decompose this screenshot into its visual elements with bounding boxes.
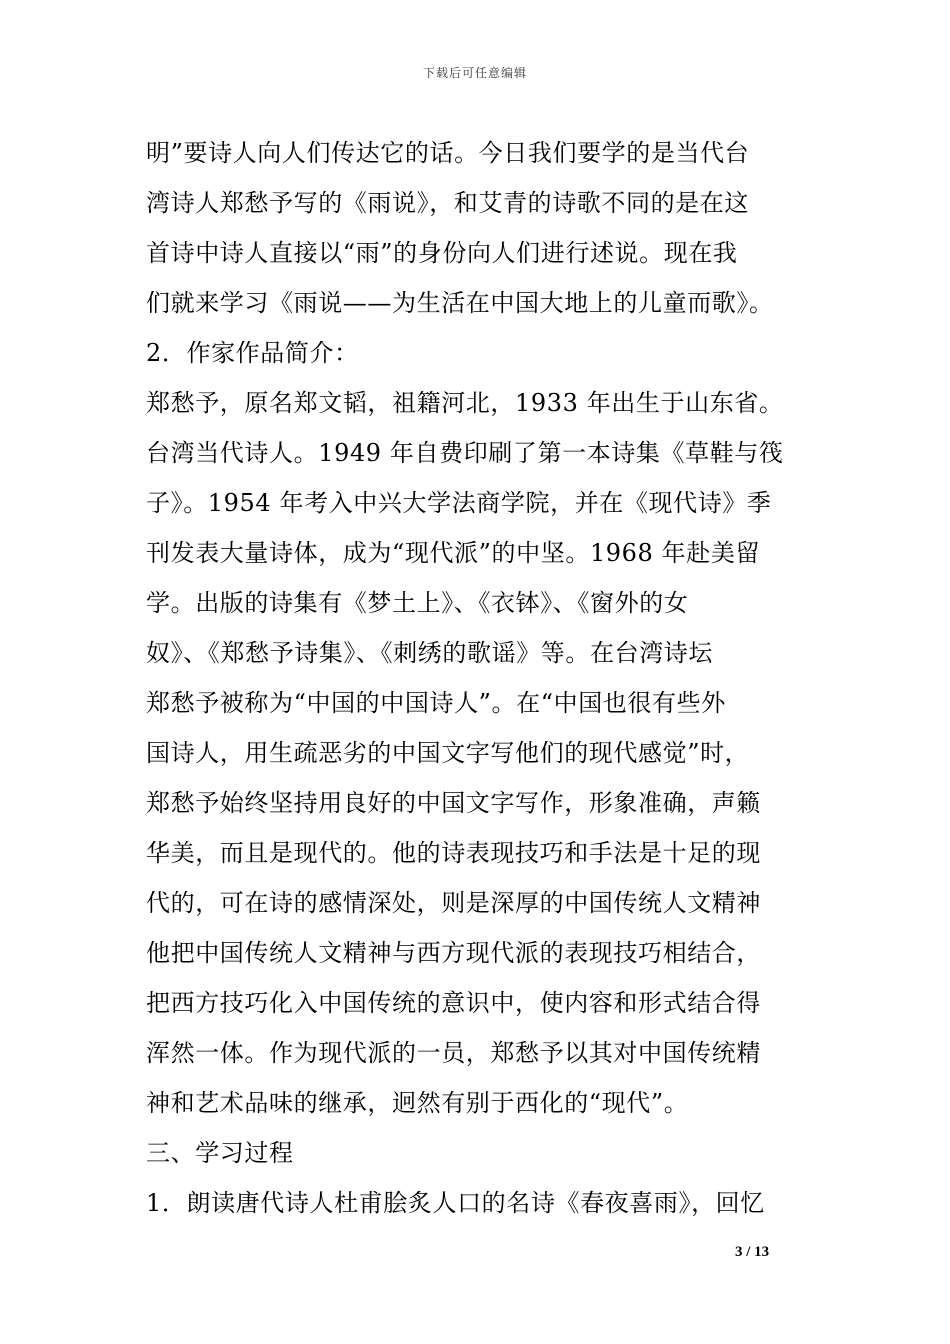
text-line: 国诗人，用生疏恶劣的中国文字写他们的现代感觉”时， xyxy=(146,739,750,767)
text-line: 把西方技巧化入中国传统的意识中，使内容和形式结合得 xyxy=(146,989,761,1017)
text-line: 明”要诗人向人们传达它的话。今日我们要学的是当代台 xyxy=(146,139,750,167)
text-line: 学。出版的诗集有《梦土上》、《衣钵》、《窗外的女 xyxy=(146,589,689,617)
text-line: 代的，可在诗的感情深处，则是深厚的中国传统人文精神 xyxy=(146,889,761,917)
text-line: 他把中国传统人文精神与西方现代派的表现技巧相结合， xyxy=(146,939,761,967)
text-line: 郑愁予被称为“中国的中国诗人”。在“中国也很有些外 xyxy=(146,689,726,717)
page-header: 下载后可任意编辑 xyxy=(422,66,527,80)
section-heading: 2．作家作品简介： xyxy=(146,339,359,367)
text-line: 台湾当代诗人。1949 年自费印刷了第一本诗集《草鞋与筏 xyxy=(146,439,784,467)
body-text xyxy=(146,128,816,1228)
text-line: 刊发表大量诗体，成为“现代派”的中坚。1968 年赴美留 xyxy=(146,539,761,567)
text-line: 湾诗人郑愁予写的《雨说》，和艾青的诗歌不同的是在这 xyxy=(146,189,749,217)
section-heading: 三、学习过程 xyxy=(146,1139,294,1167)
text-line: 首诗中诗人直接以“雨”的身份向人们进行述说。现在我 xyxy=(146,239,738,267)
text-line: 子》。1954 年考入中兴大学法商学院，并在《现代诗》季 xyxy=(146,489,772,517)
text-line: 郑愁予，原名郑文韬，祖籍河北，1933 年出生于山东省。 xyxy=(146,389,784,417)
text-line: 奴》、《郑愁予诗集》、《刺绣的歌谣》等。在台湾诗坛 xyxy=(146,639,713,667)
text-line: 郑愁予始终坚持用良好的中国文字写作，形象准确，声籁 xyxy=(146,789,761,817)
text-line: 华美，而且是现代的。他的诗表现技巧和手法是十足的现 xyxy=(146,839,761,867)
page-number: 3 / 13 xyxy=(735,1244,770,1260)
text-line: 1．朗读唐代诗人杜甫脍炙人口的名诗《春夜喜雨》，回忆 xyxy=(146,1189,765,1217)
text-line: 们就来学习《雨说——为生活在中国大地上的儿童而歌》。 xyxy=(146,289,774,317)
text-line: 浑然一体。作为现代派的一员，郑愁予以其对中国传统精 xyxy=(146,1039,761,1067)
text-line: 神和艺术品味的继承，迥然有别于西化的“现代”。 xyxy=(146,1089,689,1117)
